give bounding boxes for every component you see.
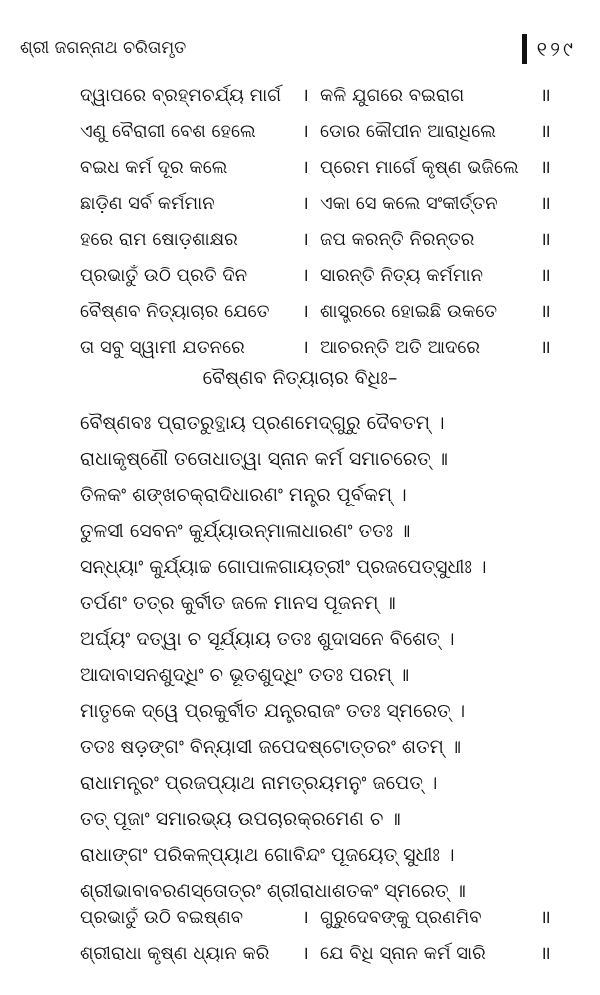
verse-separator: । [302,157,309,178]
verse-right: ଗୁରୁଦେବଙ୍କୁ ପ୍ରଣମିବ [320,907,482,928]
verse-end-mark: ॥ [540,193,551,214]
verse-end-mark: ॥ [540,229,551,250]
verse-left: ତା ସବୁ ସ୍ୱାମୀ ଯତନରେ [80,337,245,358]
verse-end-mark: ॥ [540,157,551,178]
verse-separator: । [302,337,309,358]
page-number-block [522,34,576,64]
verse-separator: । [302,193,309,214]
sanskrit-line: ଶ୍ରୀଭାବାବରଣସ୍ତୋତ୍ରଂ ଶ୍ରୀରାଧାଶତକଂ ସ୍ମରେତ୍ ॥ [80,880,466,902]
sanskrit-line: ତତଃ ଷଡ଼ଙ୍ଗଂ ବିନ୍ୟାସୀ ଜପେଦଷ୍ଟୋତ୍ତରଂ ଶତମ୍ ॥ [80,736,462,758]
verse-right: ଜପ କରନ୍ତି ନିରନ୍ତର [320,229,475,250]
verse-row [80,150,570,186]
sanskrit-line: ତର୍ପଣଂ ତତ୍ର କୁର୍ବୀତ ଜଳେ ମାନସ ପୂଜନମ୍ ॥ [80,592,396,614]
verse-left: ଦ୍ୱାପରେ ବ୍ରହ୍ମଚର୍ଯ୍ୟ ମାର୍ଗ [80,85,282,106]
page-number: ୧୨୯ [536,37,576,61]
verse-end-mark: ॥ [540,337,551,358]
sanskrit-line: ଆଦାବାସନଶୁଦ୍ଧିଂ ଚ ଭୂତଶୁଦ୍ଧିଂ ତତଃ ପରମ୍ ॥ [80,664,410,686]
sanskrit-line: ମାତୃକେ ଦ୍ୱେ ପ୍ରକୁର୍ବୀତ ଯନ୍ତ୍ରରାଜଂ ତତଃ ସ୍ମରେତ୍ । [80,700,466,722]
sanskrit-verses [80,405,590,909]
verse-end-mark: ॥ [540,121,551,142]
verse-left: ପ୍ରଭାତୁଁ ଉଠି ପ୍ରତି ଦିନ [80,265,248,286]
verse-separator: । [302,121,309,142]
verse-left: ଏଣୁ ବୈରାଗୀ ବେଶ ହେଲେ [80,121,256,142]
verse-table-top [80,78,570,366]
verse-left: ପ୍ରଭାତୁଁ ଉଠି ବଇଷ୍ଣବ [80,907,244,928]
sanskrit-line: ରାଧାଙ୍ଗଂ ପରିକଳ୍ପ୍ୟାଥ ଗୋବିନ୍ଦଂ ପୂଜୟେତ୍ ସୁଧୀଃ । [80,844,455,866]
verse-left: ଶ୍ରୀରାଧା କୃଷ୍ଣ ଧ୍ୟାନ କରି [80,943,270,964]
sanskrit-line: ଅର୍ଘ୍ୟଂ ଦତ୍ୱା ଚ ସୂର୍ଯ୍ୟାୟ ତତଃ ଶୁଦାସନେ ବିଶେତ୍ । [80,628,455,650]
page-number-rule [522,34,527,64]
verse-left: ବଇଧ କର୍ମ ଦୂର କଲେ [80,157,228,178]
running-title: ଶ୍ରୀ ଜଗନ୍ନାଥ ଚରିତାମୃତ [20,38,187,58]
verse-end-mark: ॥ [540,85,551,106]
sanskrit-line: ତୁଳସୀ ସେବନଂ କୁର୍ଯ୍ୟାଉନ୍ମାଳାଧାରଣଂ ତତଃ ॥ [80,520,411,542]
verse-separator: । [302,85,309,106]
verse-right: ଆଚରନ୍ତି ଅତି ଆଦରେ [320,337,481,358]
verse-row [80,900,570,936]
page-header [18,34,582,70]
verse-end-mark: ॥ [540,301,551,322]
verse-separator: । [302,943,309,964]
verse-separator: । [302,907,309,928]
sanskrit-line: ରାଧାକୃଷ୍ଣୌ ତତୋଧାତ୍ୱା ସ୍ନାନ କର୍ମ ସମାଚରେତ୍ ॥ [80,448,448,470]
sanskrit-line: ତିଳକଂ ଶଙ୍ଖଚକ୍ରାଦିଧାରଣଂ ମନ୍ତ୍ର ପୂର୍ବକମ୍ । [80,484,407,506]
sanskrit-line: ରାଧାମନ୍ତ୍ରଂ ପ୍ରଜପ୍ୟାଥ ନାମତ୍ରୟମନୁଂ ଜପେତ୍ । [80,772,438,794]
verse-end-mark: ॥ [540,907,551,928]
verse-row [80,222,570,258]
sanskrit-line: ତତ୍ ପୂଜାଂ ସମାରଭ୍ୟ ଉପଚାରକ୍ରମେଣ ଚ ॥ [80,808,401,830]
sanskrit-line: ବୈଷ୍ଣବଃ ପ୍ରାତରୁତ୍ଥାୟ ପ୍ରଣମେଦ୍‌ଗୁରୁ ଦୈବତମ୍ । [80,412,445,434]
sanskrit-line: ସନ୍ଧ୍ୟାଂ କୁର୍ଯ୍ୟାଚ୍ଚ ଗୋପାଳଗାୟତ୍ରୀଂ ପ୍ରଜପେତ୍ସୁଧୀଃ । [80,556,487,578]
verse-row [80,936,570,972]
verse-separator: । [302,265,309,286]
verse-row [80,330,570,366]
verse-separator: । [302,301,309,322]
verse-left: ହରେ ରାମ ଷୋଡ଼ଶାକ୍ଷର [80,229,238,250]
verse-row [80,294,570,330]
section-title: ବୈଷ୍ଣବ ନିତ୍ୟାଚାର ବିଧିଃ– [202,367,398,389]
verse-left: ବୈଷ୍ଣବ ନିତ୍ୟାଚାର ଯେତେ [80,301,270,322]
verse-right: ଶାସ୍ତ୍ରରେ ହୋଇଛି ଉକତେ [320,301,498,322]
verse-right: ପ୍ରେମ ମାର୍ଗେ କୃଷ୍ଣ ଭଜିଲେ [320,157,519,178]
verse-row [80,114,570,150]
verse-right: ଏକା ସେ କଲେ ସଂକୀର୍ତ୍ତନ [320,193,498,214]
verse-row [80,258,570,294]
verse-row [80,186,570,222]
verse-end-mark: ॥ [540,265,551,286]
verse-row [80,78,570,114]
verse-right: ଯେ ବିଧି ସ୍ନାନ କର୍ମ ସାରି [320,943,486,964]
verse-right: ଡୋର କୌପୀନ ଆରାଧିଲେ [320,121,496,142]
verse-end-mark: ॥ [540,943,551,964]
verse-separator: । [302,229,309,250]
verse-table-bottom [80,900,570,972]
verse-right: ସାରନ୍ତି ନିତ୍ୟ କର୍ମମାନ [320,265,483,286]
verse-left: ଛାଡ଼ିଣ ସର୍ବ କର୍ମମାନ [80,193,215,214]
verse-right: କଳି ଯୁଗରେ ବଇରାଗ [320,85,465,106]
